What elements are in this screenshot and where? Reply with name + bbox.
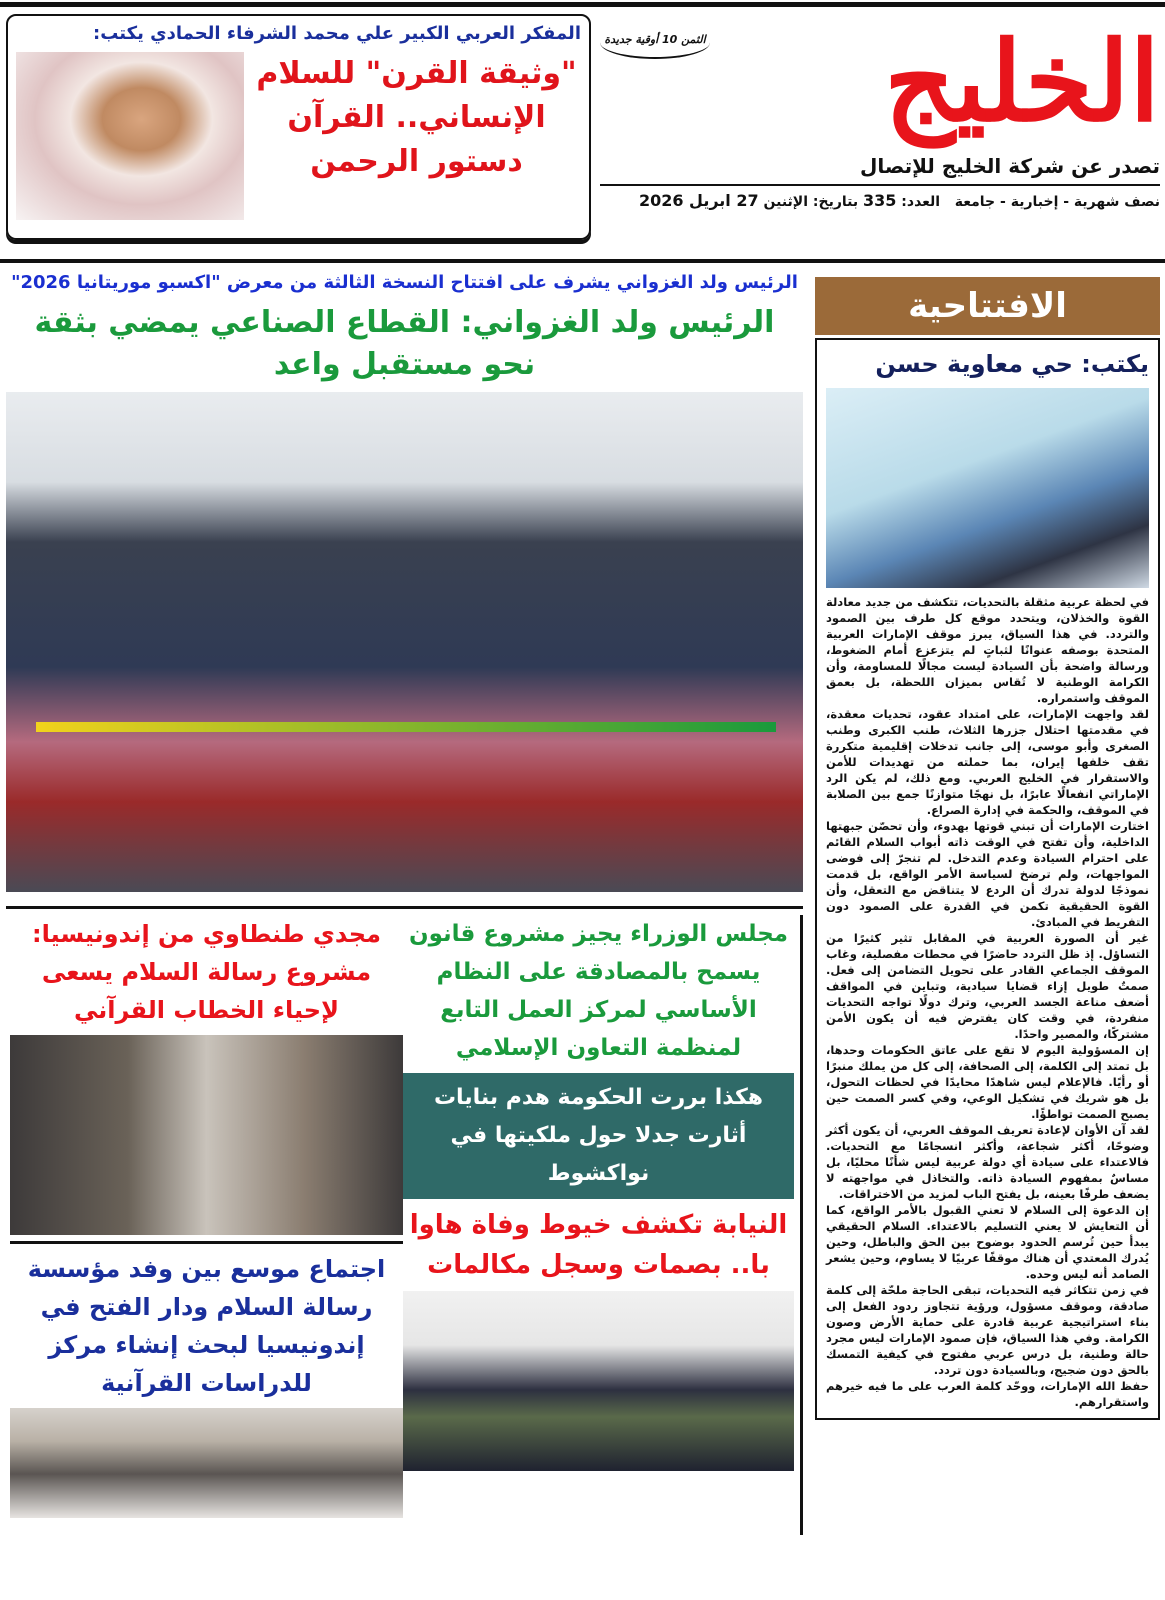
top-feature-box[interactable] — [6, 14, 591, 240]
publisher-line: تصدر عن شركة الخليج للإتصال — [860, 154, 1160, 178]
tagline: نصف شهرية - إخبارية - جامعة — [954, 194, 1160, 210]
editorial-paragraph: في زمن تتكاثر فيه التحديات، تبقى الحاجة ملحّة إلى كلمة صادقة، وموقف مسؤول، ورؤية تتجاوز ردود الفعل إلى بناء استراتيجية عربية قادرة على حماية الأرض وصون الكرامة. وفي هذا السياق، فإن صمود الإمارات ليس مجرد حالة وطنية، بل درس عربي مفتوح في كيفية التمسك بالحق دون ضجيج، وبالسيادة دون تردد. — [826, 1283, 1149, 1377]
ribbon-cutting-photo — [6, 392, 803, 892]
issue-number: 335 — [863, 191, 897, 210]
boxed-headline[interactable]: هكذا بررت الحكومة هدم بنايات أثارت جدلا حول ملكيتها في نواكشوط — [403, 1073, 794, 1199]
author-portrait-photo — [16, 52, 244, 220]
editorial-author-photo — [826, 388, 1149, 588]
main-rule — [0, 259, 1165, 263]
ribbon — [36, 722, 776, 732]
price-badge: الثمن 10 أوقية جديدة — [600, 26, 710, 59]
conference-photo — [10, 1408, 403, 1518]
issue-date: 27 ابريل 2026 — [638, 191, 759, 210]
issue-label: العدد: — [901, 194, 941, 210]
press-conference-photo — [403, 1291, 794, 1471]
top-feature-kicker: المفكر العربي الكبير علي محمد الشرفاء الحمادي يكتب: — [93, 23, 581, 44]
masthead-area — [600, 12, 1160, 213]
lead-subheadline[interactable]: الرئيس ولد الغزواني يشرف على افتتاح النسخة الثالثة من معرض "اكسبو موريتانيا 2026" — [11, 272, 798, 293]
editorial-paragraph: إن الدعوة إلى السلام لا تعني القبول بالأمر الواقع، كما أن التعايش لا يعني التسليم بالاعتداء. السلام الحقيقي يبدأ حين تُرسم الحدود بوضوح بين الحق والباطل، وحين يُدرك المعتدي أن هناك موقفًا عربيًا لا يساوم، وحين يشعر الصامد أنه ليس وحده. — [826, 1203, 1149, 1281]
editorial-column — [815, 277, 1160, 1420]
masthead-row — [600, 12, 1160, 152]
editorial-paragraph: غير أن الصورة العربية في المقابل تثير كثيرًا من التساؤل. إذ ظل التردد حاضرًا في محطات مفصلية، وغاب الموقف الجماعي القادر على تحويل التضامن إلى فعل. صمتٌ طويل إزاء قضايا سيادية، وتباين في المواقف أضعف مناعة الجسد العربي، وترك دولًا تواجه التحديات منفردة، في وقت كان يفترض فيه أن يكون الأمن مشتركًا، والمصير واحدًا. — [826, 931, 1149, 1041]
editorial-banner: الافتتاحية — [815, 277, 1160, 335]
issue-info — [600, 190, 1160, 213]
top-feature-row — [16, 52, 581, 220]
middle-story1-headline[interactable]: مجلس الوزراء يجيز مشروع قانون يسمح بالمصادقة على النظام الأساسي لمركز العمل التابع لمنظمة التعاون الإسلامي — [408, 921, 789, 1061]
editorial-box — [815, 338, 1160, 1420]
editorial-paragraph: لقد آن الأوان لإعادة تعريف الموقف العربي، أن يكون أكثر وضوحًا، أكثر شجاعة، وأكثر انسجامًا مع التحديات. فالاعتداء على سيادة أي دولة عربية ليس شأنًا محليًا، بل مساسٌ بمفهوم السيادة ذاته. والتخاذل في مواجهته لا يضعف طرفًا بعينه، بل يفتح الباب لمزيد من الاختراقات. — [826, 1123, 1149, 1201]
meeting-photo — [10, 1035, 403, 1235]
editorial-body — [826, 594, 1149, 1410]
editorial-paragraph: اختارت الإمارات أن تبني قوتها بهدوء، وأن تحصّن جبهتها الداخلية، وأن تفتح في الوقت ذاته أبواب السلام القائم على احترام السيادة وعدم التدخل. لم تنجرّ إلى فوضى المواجهات، ولم ترضخ لسياسة الأمر الواقع، بل قدمت نموذجًا لدولة تدرك أن الردع لا يتناقض مع التعقل، وأن القوة الحقيقية تكمن في القدرة على الصمود دون التفريط في المبادئ. — [826, 819, 1149, 929]
left-story1-headline[interactable]: مجدي طنطاوي من إندونيسيا: مشروع رسالة السلام يسعى لإحياء الخطاب القرآني — [32, 920, 381, 1024]
header-rule — [600, 184, 1160, 186]
editorial-paragraph: إن المسؤولية اليوم لا تقع على عاتق الحكومات وحدها، بل تمتد إلى الكلمة، إلى الصحافة، إلى كل من يملك منبرًا أو رأيًا. فالإعلام ليس شاهدًا محايدًا في لحظات التحول، بل هو شريك في تشكيل الوعي، وفي كسر الصمت حين يصبح الصمت تواطؤًا. — [826, 1043, 1149, 1121]
main-column — [6, 270, 803, 1535]
top-rule — [0, 2, 1165, 7]
lower-section — [6, 915, 803, 1535]
left-column — [8, 915, 403, 1518]
date-label: بتاريخ: الإثنين — [763, 194, 859, 210]
section-rule — [6, 906, 803, 909]
lead-headline[interactable]: الرئيس ولد الغزواني: القطاع الصناعي يمضي بثقة نحو مستقبل واعد — [34, 305, 775, 382]
masthead-logo: الخليج — [884, 17, 1160, 146]
editorial-paragraph: في لحظة عربية مثقلة بالتحديات، تتكشف من جديد معادلة القوة والخذلان، ويتحدد موقع كل طرف بين الصمود والتردد. في هذا السياق، يبرز موقف الإمارات العربية المتحدة بوصفه عنوانًا لثباتٍ لم يتزعزع أمام الضغوط، ورسالة واضحة بأن السيادة ليست مجالًا للمساومة، وأن الكرامة الوطنية لا تُقاس بميزان اللحظة، بل بعمق الموقف واستمراره. — [826, 595, 1149, 705]
middle-column — [403, 915, 803, 1535]
left-story2-headline[interactable]: اجتماع موسع بين وفد مؤسسة رسالة السلام ودار الفتح في إندونيسيا لبحث إنشاء مركز للدراسات القرآنية — [27, 1255, 386, 1397]
left-column-rule — [10, 1241, 403, 1244]
middle-story2-headline[interactable]: النيابة تكشف خيوط وفاة هاوا با.. بصمات وسجل مكالمات — [409, 1210, 788, 1280]
top-feature-headline[interactable]: "وثيقة القرن" للسلام الإنساني.. القرآن دستور الرحمن — [256, 56, 577, 179]
editorial-paragraph: حفظ الله الإمارات، ووحّد كلمة العرب على ما فيه خيرهم واستقرارهم. — [826, 1379, 1149, 1409]
editorial-author: يكتب: حي معاوية حسن — [875, 350, 1149, 378]
editorial-paragraph: لقد واجهت الإمارات، على امتداد عقود، تحديات معقدة، في مقدمتها احتلال جزرها الثلاث، طنب الكبرى وطنب الصغرى وأبو موسى، إلى جانب تدخلات إقليمية متكررة تقف خلفها إيران، بما حملته من تهديدات للأمن والاستقرار في الخليج العربي. ومع ذلك، لم يكن الرد الإماراتي انفعالًا عابرًا، بل نهجًا متوازنًا جمع بين الصلابة في الموقف، والحكمة في إدارة الصراع. — [826, 707, 1149, 817]
